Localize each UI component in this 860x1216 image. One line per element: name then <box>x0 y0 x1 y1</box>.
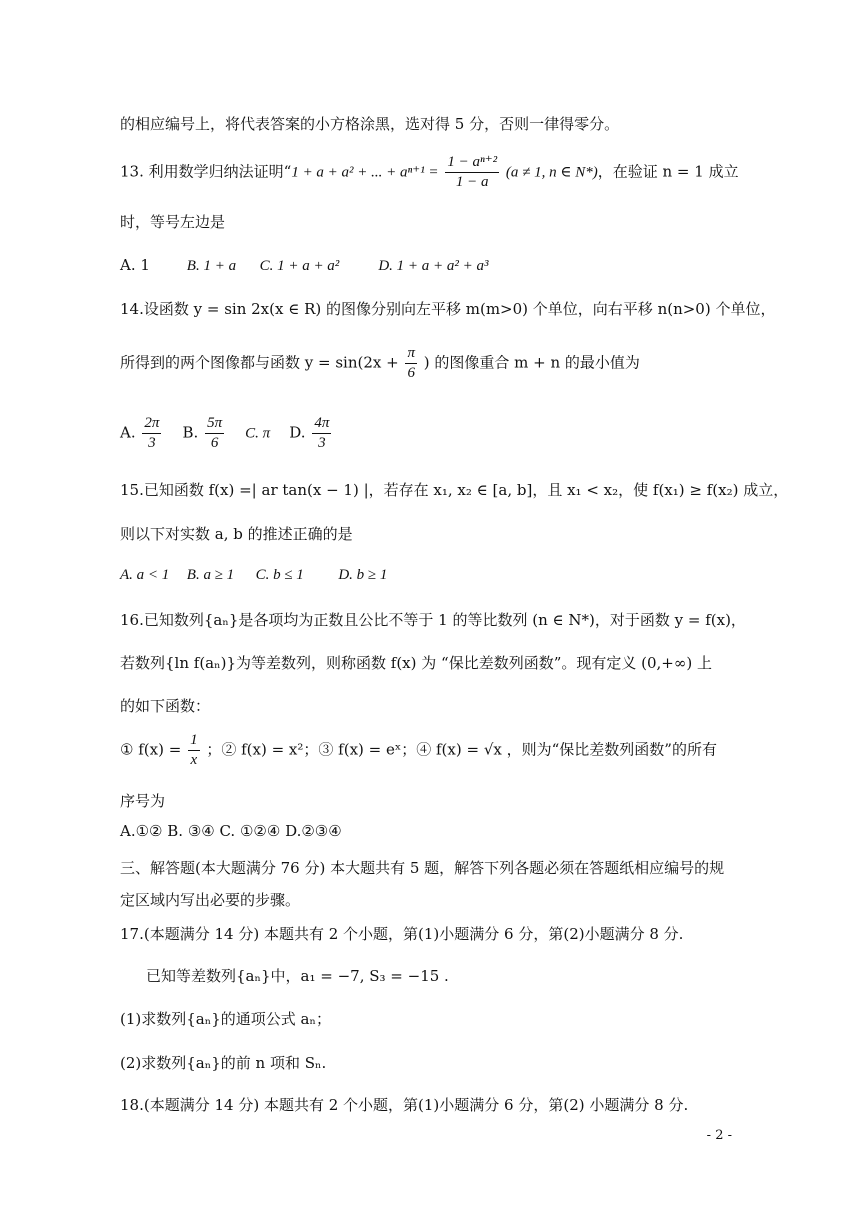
q14-line2-post: ) 的图像重合 m + n 的最小值为 <box>423 353 640 372</box>
q16-line5: 序号为 <box>120 792 166 810</box>
q14-opt-d-num: 4π <box>312 414 331 434</box>
section3-line1: 三、解答题(本大题满分 76 分) 本大题共有 5 题，解答下列各题必须在答题纸相应编号的规 <box>120 859 725 877</box>
q16-line2: 若数列{ln f(aₙ)}为等差数列，则称函数 f(x) 为 “保比差数列函数”。现有定义 (0,+∞) 上 <box>120 654 712 672</box>
q14-opt-b-fraction <box>205 414 224 453</box>
q17-header: 17.(本题满分 14 分) 本题共有 2 个小题，第(1)小题满分 6 分，第(2)小题满分 8 分. <box>120 925 684 943</box>
q14-options <box>120 414 333 453</box>
q16-line3: 的如下函数： <box>120 697 211 715</box>
q13-frac-den: 1 − a <box>455 173 489 190</box>
q15-option-b: B. a ≥ 1 <box>186 567 235 583</box>
q16-line4-pre: ① f(x) = <box>120 740 182 759</box>
q13-lhs: 1 + a + a² + ... + aⁿ⁺¹ = <box>291 164 439 181</box>
q14-opt-d-label: D. <box>289 423 306 442</box>
q13-lead: 利用数学归纳法证明“ <box>148 162 292 181</box>
q14-opt-a-den: 3 <box>148 434 156 451</box>
q17-given: 已知等差数列{aₙ}中，a₁ = −7, S₃ = −15 . <box>146 967 449 985</box>
q16-options: A.①② B. ③④ C. ①②④ D.②③④ <box>120 822 342 840</box>
q14-line2-pre: 所得到的两个图像都与函数 y = sin(2x + <box>120 353 399 372</box>
q13-option-c: C. 1 + a + a² <box>259 258 340 274</box>
q15-option-d: D. b ≥ 1 <box>338 567 388 583</box>
q13-options <box>120 256 489 275</box>
q18-header: 18.(本题满分 14 分) 本题共有 2 个小题，第(1)小题满分 6 分，第(2) 小题满分 8 分. <box>120 1096 689 1114</box>
q16-fraction <box>188 731 200 770</box>
q14-opt-d-den: 3 <box>318 434 326 451</box>
q17-part2: (2)求数列{aₙ}的前 n 项和 Sₙ. <box>120 1054 327 1072</box>
q13-line1 <box>120 153 739 192</box>
q13-number: 13. <box>120 162 144 181</box>
q14-frac-num: π <box>405 344 417 364</box>
q14-opt-b-label: B. <box>182 423 199 442</box>
section3-line2: 定区域内写出必要的步骤。 <box>120 891 301 909</box>
q14-opt-a-fraction <box>142 414 161 453</box>
page-number: - 2 - <box>706 1128 732 1143</box>
q13-line2: 时，等号左边是 <box>120 213 226 231</box>
q14-line1: 14.设函数 y = sin 2x(x ∈ R) 的图像分别向左平移 m(m>0) 个单位，向右平移 n(n>0) 个单位， <box>120 300 776 318</box>
q15-line1: 15.已知函数 f(x) =| ar tan(x − 1) |，若存在 x₁, x₂ ∈ [a, b]，且 x₁ < x₂，使 f(x₁) ≥ f(x₂) 成立， <box>120 481 789 499</box>
q13-option-d: D. 1 + a + a² + a³ <box>378 258 489 274</box>
q13-frac-num: 1 − aⁿ⁺² <box>445 153 499 173</box>
q13-tail: ，在验证 n = 1 成立 <box>597 162 739 181</box>
q15-line2: 则以下对实数 a, b 的推述正确的是 <box>120 525 353 543</box>
q14-line2 <box>120 344 640 383</box>
q16-line4-post: ；② f(x) = x²；③ f(x) = eˣ；④ f(x) = √x ，则为“保比差数列函数”的所有 <box>206 740 717 759</box>
q16-line4 <box>120 731 717 770</box>
q16-line1: 16.已知数列{aₙ}是各项均为正数且公比不等于 1 的等比数列 (n ∈ N*)，对于函数 y = f(x)， <box>120 611 746 629</box>
q16-frac-den: x <box>190 751 198 768</box>
q13-fraction <box>445 153 499 192</box>
q13-option-a: A. 1 <box>120 256 150 274</box>
q14-opt-b-num: 5π <box>205 414 224 434</box>
q15-options <box>120 565 387 584</box>
q14-opt-a-label: A. <box>120 423 136 442</box>
q14-fraction <box>405 344 417 383</box>
q16-frac-num: 1 <box>188 731 200 751</box>
q15-option-c: C. b ≤ 1 <box>255 567 304 583</box>
q14-option-c: C. π <box>245 425 271 442</box>
intro-line: 的相应编号上，将代表答案的小方格涂黑，选对得 5 分，否则一律得零分。 <box>120 115 620 133</box>
q17-part1: (1)求数列{aₙ}的通项公式 aₙ； <box>120 1010 331 1028</box>
q14-opt-d-fraction <box>312 414 331 453</box>
q13-option-b: B. 1 + a <box>186 258 237 274</box>
q13-condition: (a ≠ 1, n ∈ N*) <box>505 164 598 181</box>
q14-opt-a-num: 2π <box>142 414 161 434</box>
q14-frac-den: 6 <box>407 364 415 381</box>
q15-option-a: A. a < 1 <box>120 567 170 583</box>
q14-opt-b-den: 6 <box>210 434 219 451</box>
